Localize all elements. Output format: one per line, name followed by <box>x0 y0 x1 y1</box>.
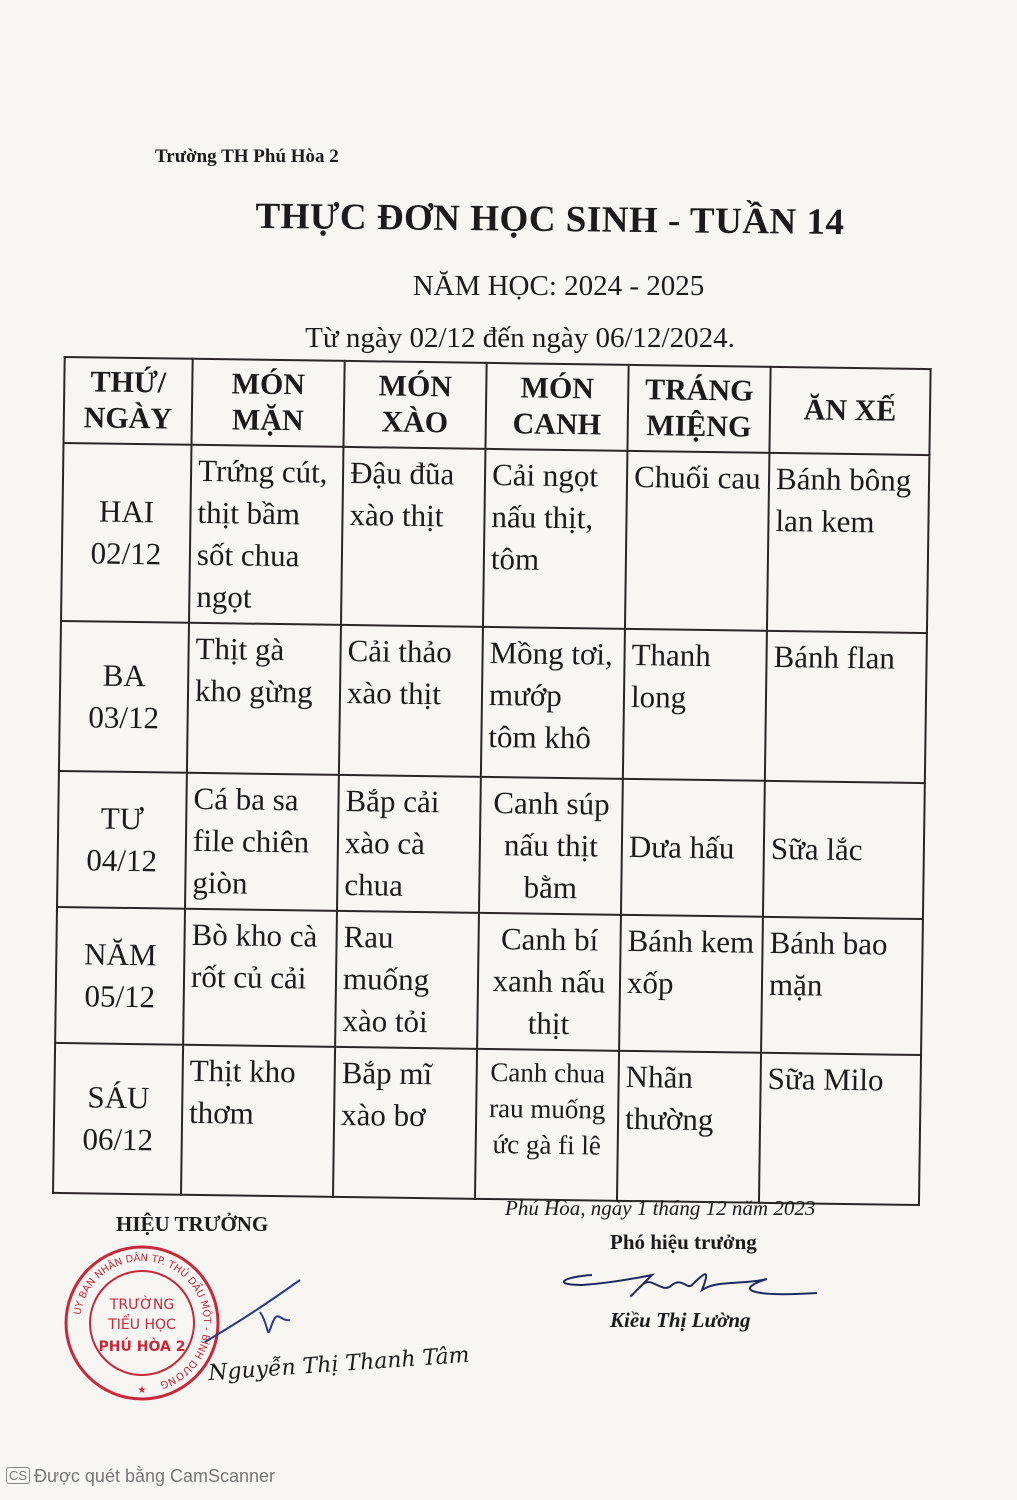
day-cell: TƯ 04/12 <box>57 771 187 909</box>
table-row <box>55 907 923 1055</box>
dessert-cell: Thanh long <box>623 629 767 781</box>
dessert-cell: Bánh kem xốp <box>619 915 763 1053</box>
menu-table <box>52 356 932 1206</box>
dessert-cell: Nhãn thường <box>617 1051 761 1203</box>
snack-cell: Bánh bao mặn <box>761 917 923 1055</box>
principal-signature <box>200 1272 310 1362</box>
snack-cell: Bánh bông lan kem <box>767 453 929 633</box>
soup-cell: Mồng tơi, mướp tôm khô <box>481 627 625 779</box>
school-year: NĂM HỌC: 2024 - 2025 <box>412 270 705 302</box>
principal-name: Nguyễn Thị Thanh Tâm <box>207 1342 471 1387</box>
stamp-line-1: TRƯỜNG <box>109 1297 175 1313</box>
header-soup: MÓN CANH <box>485 363 628 451</box>
main-dish-cell: Thịt gà kho gừng <box>187 623 341 775</box>
table-header-row <box>63 357 930 455</box>
snack-cell: Sữa Milo <box>759 1053 921 1205</box>
soup-cell: Cải ngọt nấu thịt, tôm <box>483 449 627 629</box>
vice-principal-signature <box>552 1255 822 1315</box>
table-row <box>61 443 929 633</box>
vice-principal-label: Phó hiệu trưởng <box>610 1230 757 1254</box>
header-dessert: TRÁNG MIỆNG <box>627 365 770 453</box>
stir-fry-cell: Cải thảo xào thịt <box>339 625 483 777</box>
date-range: Từ ngày 02/12 đến ngày 06/12/2024. <box>305 322 735 354</box>
header-stir-fry: MÓN XÀO <box>343 361 486 449</box>
day-cell: HAI 02/12 <box>61 443 191 623</box>
watermark-text: Được quét bằng CamScanner <box>34 1466 276 1486</box>
dessert-cell: Chuối cau <box>625 451 769 631</box>
soup-cell: Canh chua rau muống ức gà fi lê <box>475 1049 619 1201</box>
school-stamp <box>62 1243 222 1403</box>
stamp-star-icon: ★ <box>137 1385 147 1396</box>
stir-fry-cell: Bắp cải xào cà chua <box>337 775 481 913</box>
header-day: THỨ/ NGÀY <box>63 357 192 445</box>
stamp-line-2: TIỂU HỌC <box>108 1317 176 1333</box>
snack-cell: Sữa lắc <box>763 781 925 919</box>
header-snack: ĂN XẾ <box>769 367 930 455</box>
stamp-ring-text: UY BAN NHÂN DÂN TP. THỦ DẦU MỘT - BÌNH DƯƠNG <box>72 1252 213 1391</box>
snack-cell: Bánh flan <box>765 631 927 783</box>
day-cell: SÁU 06/12 <box>53 1043 183 1195</box>
scanner-watermark <box>6 1466 275 1487</box>
stamp-line-3: PHÚ HÒA 2 <box>98 1339 186 1355</box>
school-name: Trường TH Phú Hòa 2 <box>155 146 339 167</box>
place-date: Phú Hòa, ngày 1 tháng 12 năm 2023 <box>505 1196 816 1220</box>
day-cell: NĂM 05/12 <box>55 907 185 1045</box>
camscanner-icon: CS <box>6 1467 30 1484</box>
soup-cell: Canh súp nấu thịt bằm <box>479 777 623 915</box>
stir-fry-cell: Đậu đũa xào thịt <box>341 447 485 627</box>
soup-cell: Canh bí xanh nấu thịt <box>477 913 621 1051</box>
main-dish-cell: Trứng cút, thịt bầm sốt chua ngọt <box>189 445 343 625</box>
table-row <box>53 1043 921 1205</box>
page-title: THỰC ĐƠN HỌC SINH - TUẦN 14 <box>255 195 845 244</box>
table-row <box>59 621 927 783</box>
stir-fry-cell: Bắp mĩ xào bơ <box>333 1047 477 1199</box>
table-row <box>57 771 925 919</box>
main-dish-cell: Thịt kho thơm <box>181 1045 335 1197</box>
dessert-cell: Dưa hấu <box>621 779 765 917</box>
main-dish-cell: Bò kho cà rốt củ cải <box>183 909 337 1047</box>
day-cell: BA 03/12 <box>59 621 189 773</box>
vice-principal-name: Kiều Thị Lường <box>610 1308 751 1332</box>
principal-label: HIỆU TRƯỞNG <box>116 1212 269 1236</box>
main-dish-cell: Cá ba sa file chiên giòn <box>185 773 339 911</box>
stir-fry-cell: Rau muống xào tỏi <box>335 911 479 1049</box>
header-main-dish: MÓN MẶN <box>191 359 344 447</box>
